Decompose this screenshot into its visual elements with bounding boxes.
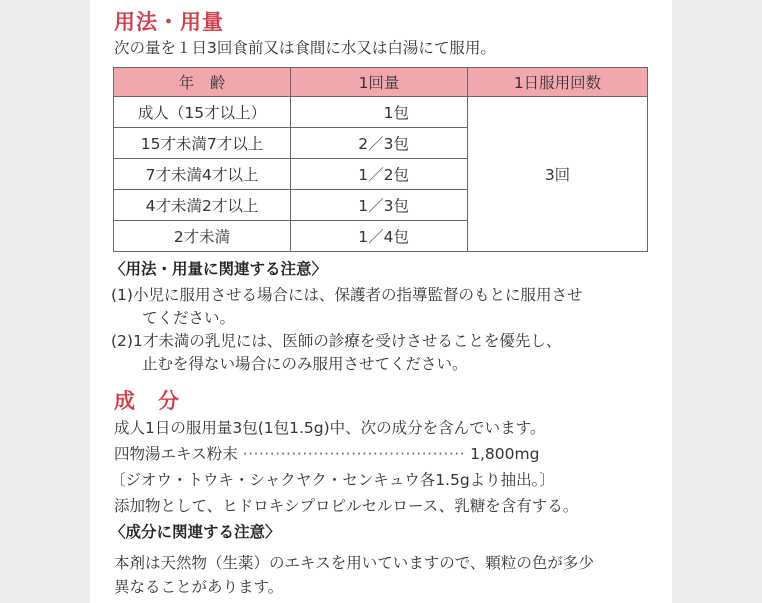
table-row (114, 97, 648, 128)
ingredient-amount: 1,800mg (470, 445, 540, 463)
ingredient-extraction: 〔ジオウ・トウキ・シャクヤク・センキュウ各1.5gより抽出。〕 (110, 471, 555, 489)
document-page (90, 0, 672, 603)
usage-intro: 次の量を１日3回食前又は食間に水又は白湯にて服用。 (114, 39, 496, 57)
usage-note-2: (2)1才未満の乳児には、医師の診療を受けさせることを優先し、 (111, 332, 562, 350)
age-cell: 2才未満 (114, 221, 291, 252)
dose-cell (291, 128, 468, 159)
dose-value: 1包 (383, 104, 409, 122)
dose-value: 1／2包 (358, 166, 409, 184)
age-cell: 成人（15才以上） (114, 97, 291, 128)
ingredients-note-line-1: 本剤は天然物（生薬）のエキスを用いていますので、顆粒の色が多少 (114, 554, 594, 572)
usage-heading: 用法・用量 (114, 10, 224, 34)
dose-cell (291, 159, 468, 190)
ingredients-notes-heading: 〈成分に関連する注意〉 (110, 523, 281, 541)
ingredients-heading: 成 分 (114, 389, 180, 413)
ingredient-leader-dots: ········································· (242, 445, 466, 463)
ingredients-intro: 成人1日の服用量3包(1包1.5g)中、次の成分を含んでいます。 (114, 419, 546, 437)
dose-value: 2／3包 (358, 135, 409, 153)
header-age: 年 齢 (114, 68, 291, 97)
times-per-day-cell: 3回 (468, 97, 648, 252)
header-dose: 1回量 (291, 68, 468, 97)
dose-value: 1／3包 (358, 197, 409, 215)
usage-note-1: (1)小児に服用させる場合には、保護者の指導監督のもとに服用させ (111, 286, 583, 304)
dose-value: 1／4包 (358, 228, 409, 246)
age-cell: 7才未満4才以上 (114, 159, 291, 190)
dosage-table (113, 67, 648, 252)
ingredient-name: 四物湯エキス粉末 (114, 445, 238, 463)
dose-cell (291, 221, 468, 252)
usage-note-1-cont: てください。 (142, 309, 236, 327)
dose-cell (291, 190, 468, 221)
ingredient-additives: 添加物として、ヒドロキシプロピルセルロース、乳糖を含有する。 (114, 497, 579, 515)
dose-cell (291, 97, 468, 128)
ingredient-item (114, 444, 539, 464)
table-header-row (114, 68, 648, 97)
usage-note-2-cont: 止むを得ない場合にのみ服用させてください。 (142, 355, 468, 373)
usage-notes-heading: 〈用法・用量に関連する注意〉 (110, 260, 328, 278)
header-times: 1日服用回数 (468, 68, 648, 97)
age-cell: 15才未満7才以上 (114, 128, 291, 159)
age-cell: 4才未満2才以上 (114, 190, 291, 221)
ingredients-note-line-2: 異なることがあります。 (114, 578, 284, 596)
